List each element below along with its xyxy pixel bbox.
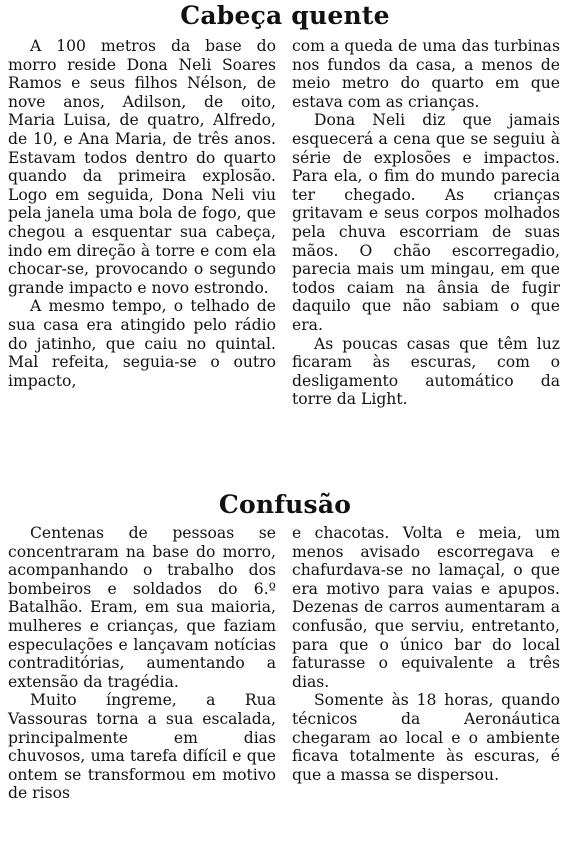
section2-paragraph: Muito íngreme, a Rua Vassouras torna a sua escalada, principalmente em dias chuvosos, uma tarefa difícil e que ontem se transformou em motivo de risos xyxy=(8,691,276,803)
section-heading-cabeca-quente: Cabeça quente xyxy=(180,1,390,30)
section-heading-confusao: Confusão xyxy=(218,490,352,519)
section1-right-column xyxy=(292,37,560,409)
section1-paragraph-continued: com a queda de uma das turbinas nos fundos da casa, a menos de meio metro do quarto em que estava com as crianças. xyxy=(292,37,560,111)
section1-paragraph: A 100 metros da base do morro reside Dona Neli Soares Ramos e seus filhos Nélson, de nove anos, Adilson, de oito, Maria Luisa, de quatro, Alfredo, de 10, e Ana Maria, de três anos. Estavam todos dentro do quarto quando da primeira explosão. Logo em seguida, Dona Neli viu pela janela uma bola de fogo, que chegou a esquentar sua cabeça, indo em direção à torre e com ela chocar-se, provocando o segundo grande impacto e novo estrondo. xyxy=(8,37,276,297)
section2-right-column xyxy=(292,524,560,784)
section2-paragraph: Centenas de pessoas se concentraram na base do morro, acompanhando o trabalho dos bombeiros e soldados do 6.º Batalhão. Eram, em sua maioria, mulheres e crianças, que faziam especulações e lançavam notícias contraditórias, aumentando a extensão da tragédia. xyxy=(8,524,276,691)
section2-paragraph: Somente às 18 horas, quando técnicos da Aeronáutica chegaram ao local e o ambiente ficava totalmente às escuras, é que a massa se dispersou. xyxy=(292,691,560,784)
section2-paragraph-continued: e chacotas. Volta e meia, um menos avisado escorregava e chafurdava-se no lamaçal, o que era motivo para vaias e apupos. Dezenas de carros aumentaram a confusão, que serviu, entretanto, para que o único bar do local faturasse o equivalente a três dias. xyxy=(292,524,560,691)
section1-paragraph: As poucas casas que têm luz ficaram às escuras, com o desligamento automático da torre da Light. xyxy=(292,334,560,409)
section1-left-column xyxy=(8,37,276,390)
section1-paragraph: A mesmo tempo, o telhado de sua casa era atingido pelo rádio do jatinho, que caiu no quintal. Mal refeita, seguia-se o outro impacto, xyxy=(8,297,276,390)
section2-left-column xyxy=(8,524,276,803)
section1-paragraph: Dona Neli diz que jamais esquecerá a cena que se seguiu à série de explosões e impactos. Para ela, o fim do mundo parecia ter chegado. As crianças gritavam e seus corpos molhados pela chuva escorriam de suas mãos. O chão escorregadio, parecia mais um mingau, em que todos caiam na ânsia de fugir daquilo que não sabiam o que era. xyxy=(292,111,560,334)
